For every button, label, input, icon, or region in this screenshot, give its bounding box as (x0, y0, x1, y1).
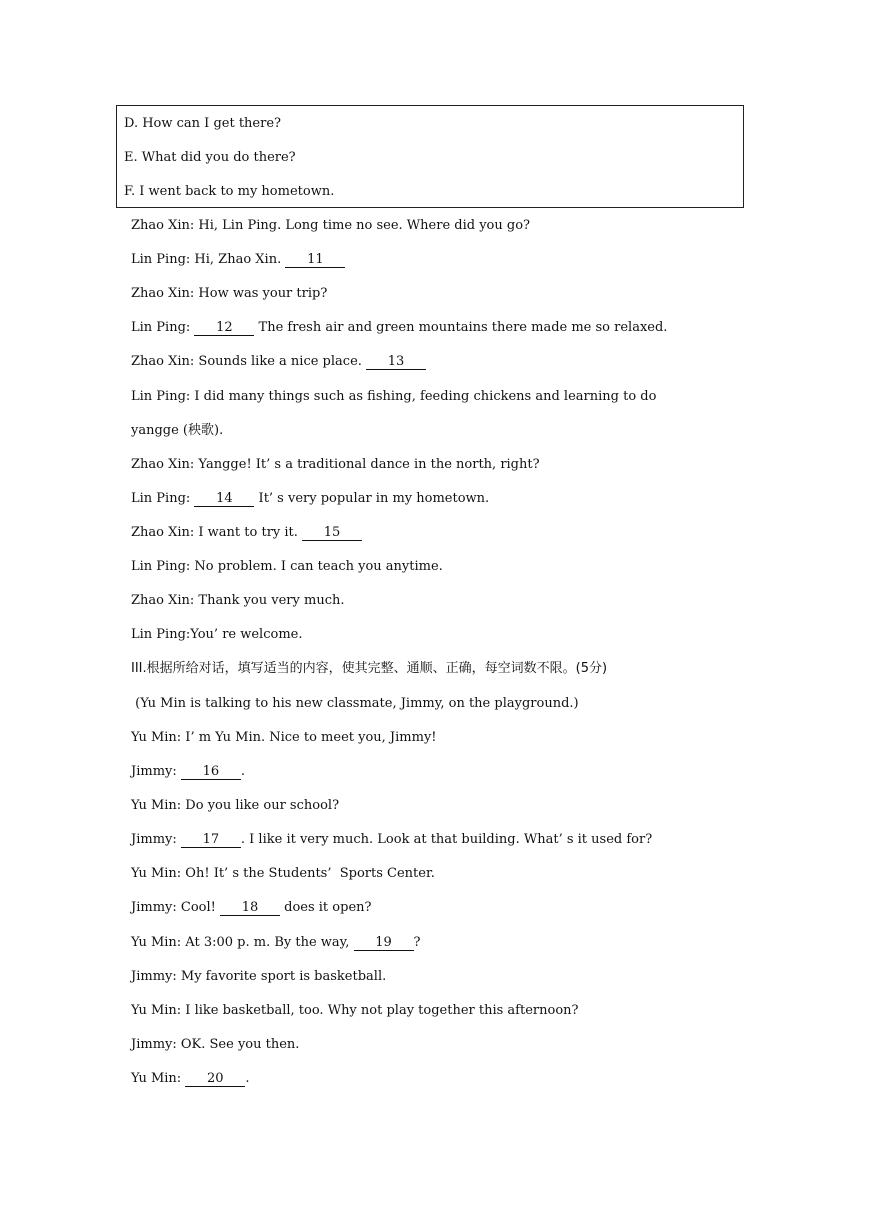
dialogue-line (131, 491, 489, 507)
dialogue-line (131, 320, 667, 336)
line-text: Yu Min: At 3:00 p. m. By the way, (131, 935, 354, 950)
option-e: E. What did you do there? (124, 150, 296, 165)
blank-14[interactable]: 14 (194, 492, 254, 507)
dialogue-line (131, 900, 371, 916)
line-text: Zhao Xin: Sounds like a nice place. (131, 354, 367, 369)
line-text: does it open? (280, 900, 372, 915)
dialogue-line: Yu Min: I’ m Yu Min. Nice to meet you, Jimmy! (131, 730, 437, 745)
section-heading: III.根据所给对话，填写适当的内容，使其完整、通顺、正确，每空词数不限。(5分) (131, 661, 608, 676)
option-f: F. I went back to my hometown. (124, 184, 335, 199)
line-text: Jimmy: (131, 764, 181, 779)
dialogue-line (131, 935, 421, 951)
context-line: (Yu Min is talking to his new classmate, Jimmy, on the playground.) (131, 696, 579, 711)
dialogue-line: Zhao Xin: Hi, Lin Ping. Long time no see. Where did you go? (131, 218, 531, 233)
dialogue-line: Yu Min: Do you like our school? (131, 798, 340, 813)
blank-11[interactable]: 11 (285, 253, 345, 268)
dialogue-line: Lin Ping: I did many things such as fishing, feeding chickens and learning to do (131, 389, 657, 404)
blank-20[interactable]: 20 (185, 1072, 245, 1087)
options-box (116, 105, 744, 208)
line-text: . I like it very much. Look at that building. What’ s it used for? (240, 832, 653, 847)
line-text: Jimmy: Cool! (131, 900, 220, 915)
dialogue-line (131, 525, 362, 541)
line-text: It’ s very popular in my hometown. (254, 491, 490, 506)
line-text: Lin Ping: (131, 320, 195, 335)
dialogue-line: Jimmy: My favorite sport is basketball. (131, 969, 387, 984)
dialogue-line (131, 354, 426, 370)
line-text: Jimmy: (131, 832, 181, 847)
dialogue-line: Lin Ping:You’ re welcome. (131, 627, 303, 642)
dialogue-line: Jimmy: OK. See you then. (131, 1037, 300, 1052)
line-text: The fresh air and green mountains there made me so relaxed. (254, 320, 668, 335)
blank-12[interactable]: 12 (194, 321, 254, 336)
blank-16[interactable]: 16 (181, 765, 241, 780)
dialogue-line: Zhao Xin: Thank you very much. (131, 593, 345, 608)
blank-19[interactable]: 19 (354, 936, 414, 951)
dialogue-line: Zhao Xin: Yangge! It’ s a traditional dance in the north, right? (131, 457, 540, 472)
dialogue-line: yangge (秧歌). (131, 423, 224, 438)
blank-15[interactable]: 15 (302, 526, 362, 541)
dialogue-line (131, 764, 245, 780)
line-text: ? (413, 935, 421, 950)
dialogue-line: Zhao Xin: How was your trip? (131, 286, 328, 301)
option-d: D. How can I get there? (124, 116, 281, 131)
dialogue-line: Yu Min: I like basketball, too. Why not play together this afternoon? (131, 1003, 579, 1018)
line-text: Yu Min: (131, 1071, 186, 1086)
line-text: Lin Ping: (131, 491, 195, 506)
line-text: . (245, 1071, 250, 1086)
blank-13[interactable]: 13 (366, 355, 426, 370)
line-text: . (240, 764, 246, 779)
dialogue-line: Yu Min: Oh! It’ s the Students’ Sports Center. (131, 866, 435, 881)
dialogue-line: Lin Ping: No problem. I can teach you anytime. (131, 559, 443, 574)
line-text: Lin Ping: Hi, Zhao Xin. (131, 252, 286, 267)
dialogue-line (131, 252, 345, 268)
blank-17[interactable]: 17 (181, 833, 241, 848)
dialogue-line (131, 1071, 249, 1087)
blank-18[interactable]: 18 (220, 901, 280, 916)
line-text: Zhao Xin: I want to try it. (131, 525, 303, 540)
dialogue-line (131, 832, 652, 848)
